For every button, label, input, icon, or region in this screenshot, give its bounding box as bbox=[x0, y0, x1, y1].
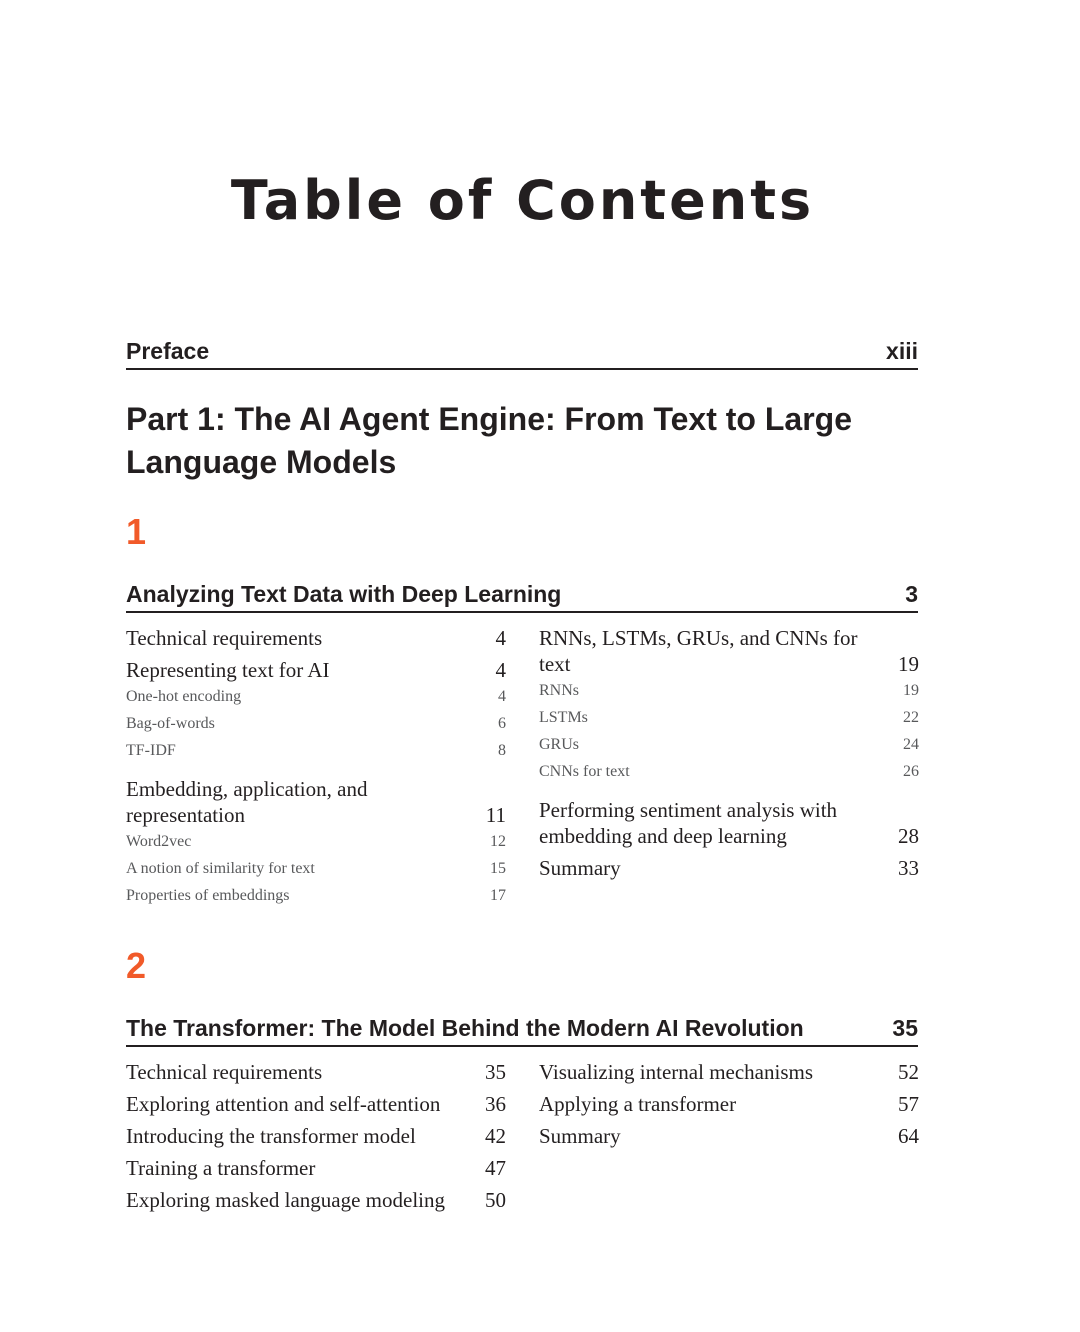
entry-page: 36 bbox=[485, 1092, 506, 1116]
toc-entry[interactable] bbox=[539, 797, 919, 849]
entry-title: Exploring attention and self-attention bbox=[126, 1092, 441, 1116]
chapter-number: 1 bbox=[126, 511, 147, 552]
chapter-heading[interactable] bbox=[126, 1014, 918, 1047]
subentry-page: 22 bbox=[903, 709, 919, 726]
entry-page: 33 bbox=[898, 856, 919, 880]
subentry-page: 17 bbox=[490, 887, 506, 904]
preface-page: xiii bbox=[886, 338, 918, 364]
toc-entry[interactable] bbox=[126, 657, 506, 683]
entry-page: 57 bbox=[898, 1092, 919, 1116]
chapter-page: 3 bbox=[905, 581, 918, 607]
entry-page: 11 bbox=[485, 803, 506, 827]
toc-subentry[interactable] bbox=[539, 677, 919, 704]
toc-entry[interactable] bbox=[126, 1059, 506, 1085]
entry-page: 42 bbox=[485, 1124, 506, 1148]
entry-title: Exploring masked language modeling bbox=[126, 1188, 446, 1212]
toc-entry-preface[interactable] bbox=[126, 337, 918, 370]
chapter-2-right-column bbox=[539, 1059, 919, 1149]
entry-title: Technical requirements bbox=[126, 626, 323, 650]
subentry-title: TF-IDF bbox=[126, 742, 176, 759]
entry-page: 64 bbox=[898, 1124, 919, 1148]
subentry-title: RNNs bbox=[539, 682, 580, 699]
subentry-page: 26 bbox=[903, 763, 919, 780]
toc-subentry[interactable] bbox=[539, 704, 919, 731]
toc-entry[interactable] bbox=[126, 776, 506, 828]
entry-title: RNNs, LSTMs, GRUs, and CNNs for text bbox=[539, 626, 858, 676]
part-title: Part 1: The AI Agent Engine: From Text to Large Language Models bbox=[126, 401, 852, 480]
toc-entry[interactable] bbox=[539, 1091, 919, 1117]
entry-title: Embedding, application, and representation bbox=[126, 777, 368, 827]
chapter-title: The Transformer: The Model Behind the Modern AI Revolution bbox=[126, 1015, 804, 1041]
subentry-title: Word2vec bbox=[126, 833, 192, 850]
subentry-page: 19 bbox=[903, 682, 919, 699]
subentry-page: 6 bbox=[498, 715, 506, 732]
subentry-page: 24 bbox=[903, 736, 919, 753]
entry-page: 52 bbox=[898, 1060, 919, 1084]
subentry-title: GRUs bbox=[539, 736, 580, 753]
toc-subentry[interactable] bbox=[539, 758, 919, 785]
entry-title: Summary bbox=[539, 856, 621, 880]
entry-page: 4 bbox=[495, 658, 506, 682]
toc-subentry[interactable] bbox=[539, 731, 919, 758]
subentry-page: 8 bbox=[498, 742, 506, 759]
entry-title: Training a transformer bbox=[126, 1156, 316, 1180]
entry-page: 50 bbox=[485, 1188, 506, 1212]
entry-title: Performing sentiment analysis with embedding and deep learning bbox=[539, 798, 838, 848]
entry-page: 4 bbox=[495, 626, 506, 650]
toc-subentry[interactable] bbox=[126, 882, 506, 909]
toc-entry[interactable] bbox=[126, 1123, 506, 1149]
toc-entry[interactable] bbox=[539, 1059, 919, 1085]
entry-page: 35 bbox=[485, 1060, 506, 1084]
entry-title: Visualizing internal mechanisms bbox=[539, 1060, 814, 1084]
toc-subentry[interactable] bbox=[126, 710, 506, 737]
entry-title: Applying a transformer bbox=[539, 1092, 737, 1116]
toc-subentry[interactable] bbox=[126, 855, 506, 882]
toc-entry[interactable] bbox=[539, 1123, 919, 1149]
chapter-1-left-column bbox=[126, 625, 506, 909]
chapter-2-left-column bbox=[126, 1059, 506, 1213]
entry-title: Technical requirements bbox=[126, 1060, 323, 1084]
chapter-title: Analyzing Text Data with Deep Learning bbox=[126, 581, 562, 607]
chapter-heading[interactable] bbox=[126, 580, 918, 613]
toc-entry[interactable] bbox=[126, 625, 506, 651]
toc-entry[interactable] bbox=[126, 1091, 506, 1117]
toc-entry[interactable] bbox=[539, 855, 919, 881]
subentry-title: A notion of similarity for text bbox=[126, 860, 315, 877]
entry-page: 47 bbox=[485, 1156, 506, 1180]
subentry-title: LSTMs bbox=[539, 709, 588, 726]
subentry-title: CNNs for text bbox=[539, 763, 630, 780]
subentry-page: 15 bbox=[490, 860, 506, 877]
entry-page: 28 bbox=[898, 824, 919, 848]
toc-entry[interactable] bbox=[539, 625, 919, 677]
chapter-1-right-column bbox=[539, 625, 919, 881]
chapter-page: 35 bbox=[892, 1015, 918, 1041]
entry-title: Summary bbox=[539, 1124, 621, 1148]
subentry-title: Properties of embeddings bbox=[126, 887, 290, 904]
subentry-page: 12 bbox=[490, 833, 506, 850]
chapter-number: 2 bbox=[126, 945, 147, 986]
preface-label: Preface bbox=[126, 338, 210, 364]
subentry-title: One-hot encoding bbox=[126, 688, 242, 705]
entry-title: Introducing the transformer model bbox=[126, 1124, 416, 1148]
page-title: Table of Contents bbox=[230, 169, 815, 232]
entry-page: 19 bbox=[898, 652, 919, 676]
toc-subentry[interactable] bbox=[126, 737, 506, 764]
toc-subentry[interactable] bbox=[126, 828, 506, 855]
subentry-page: 4 bbox=[498, 688, 506, 705]
toc-subentry[interactable] bbox=[126, 683, 506, 710]
toc-entry[interactable] bbox=[126, 1187, 506, 1213]
entry-title: Representing text for AI bbox=[126, 658, 330, 682]
subentry-title: Bag-of-words bbox=[126, 715, 215, 732]
toc-entry[interactable] bbox=[126, 1155, 506, 1181]
